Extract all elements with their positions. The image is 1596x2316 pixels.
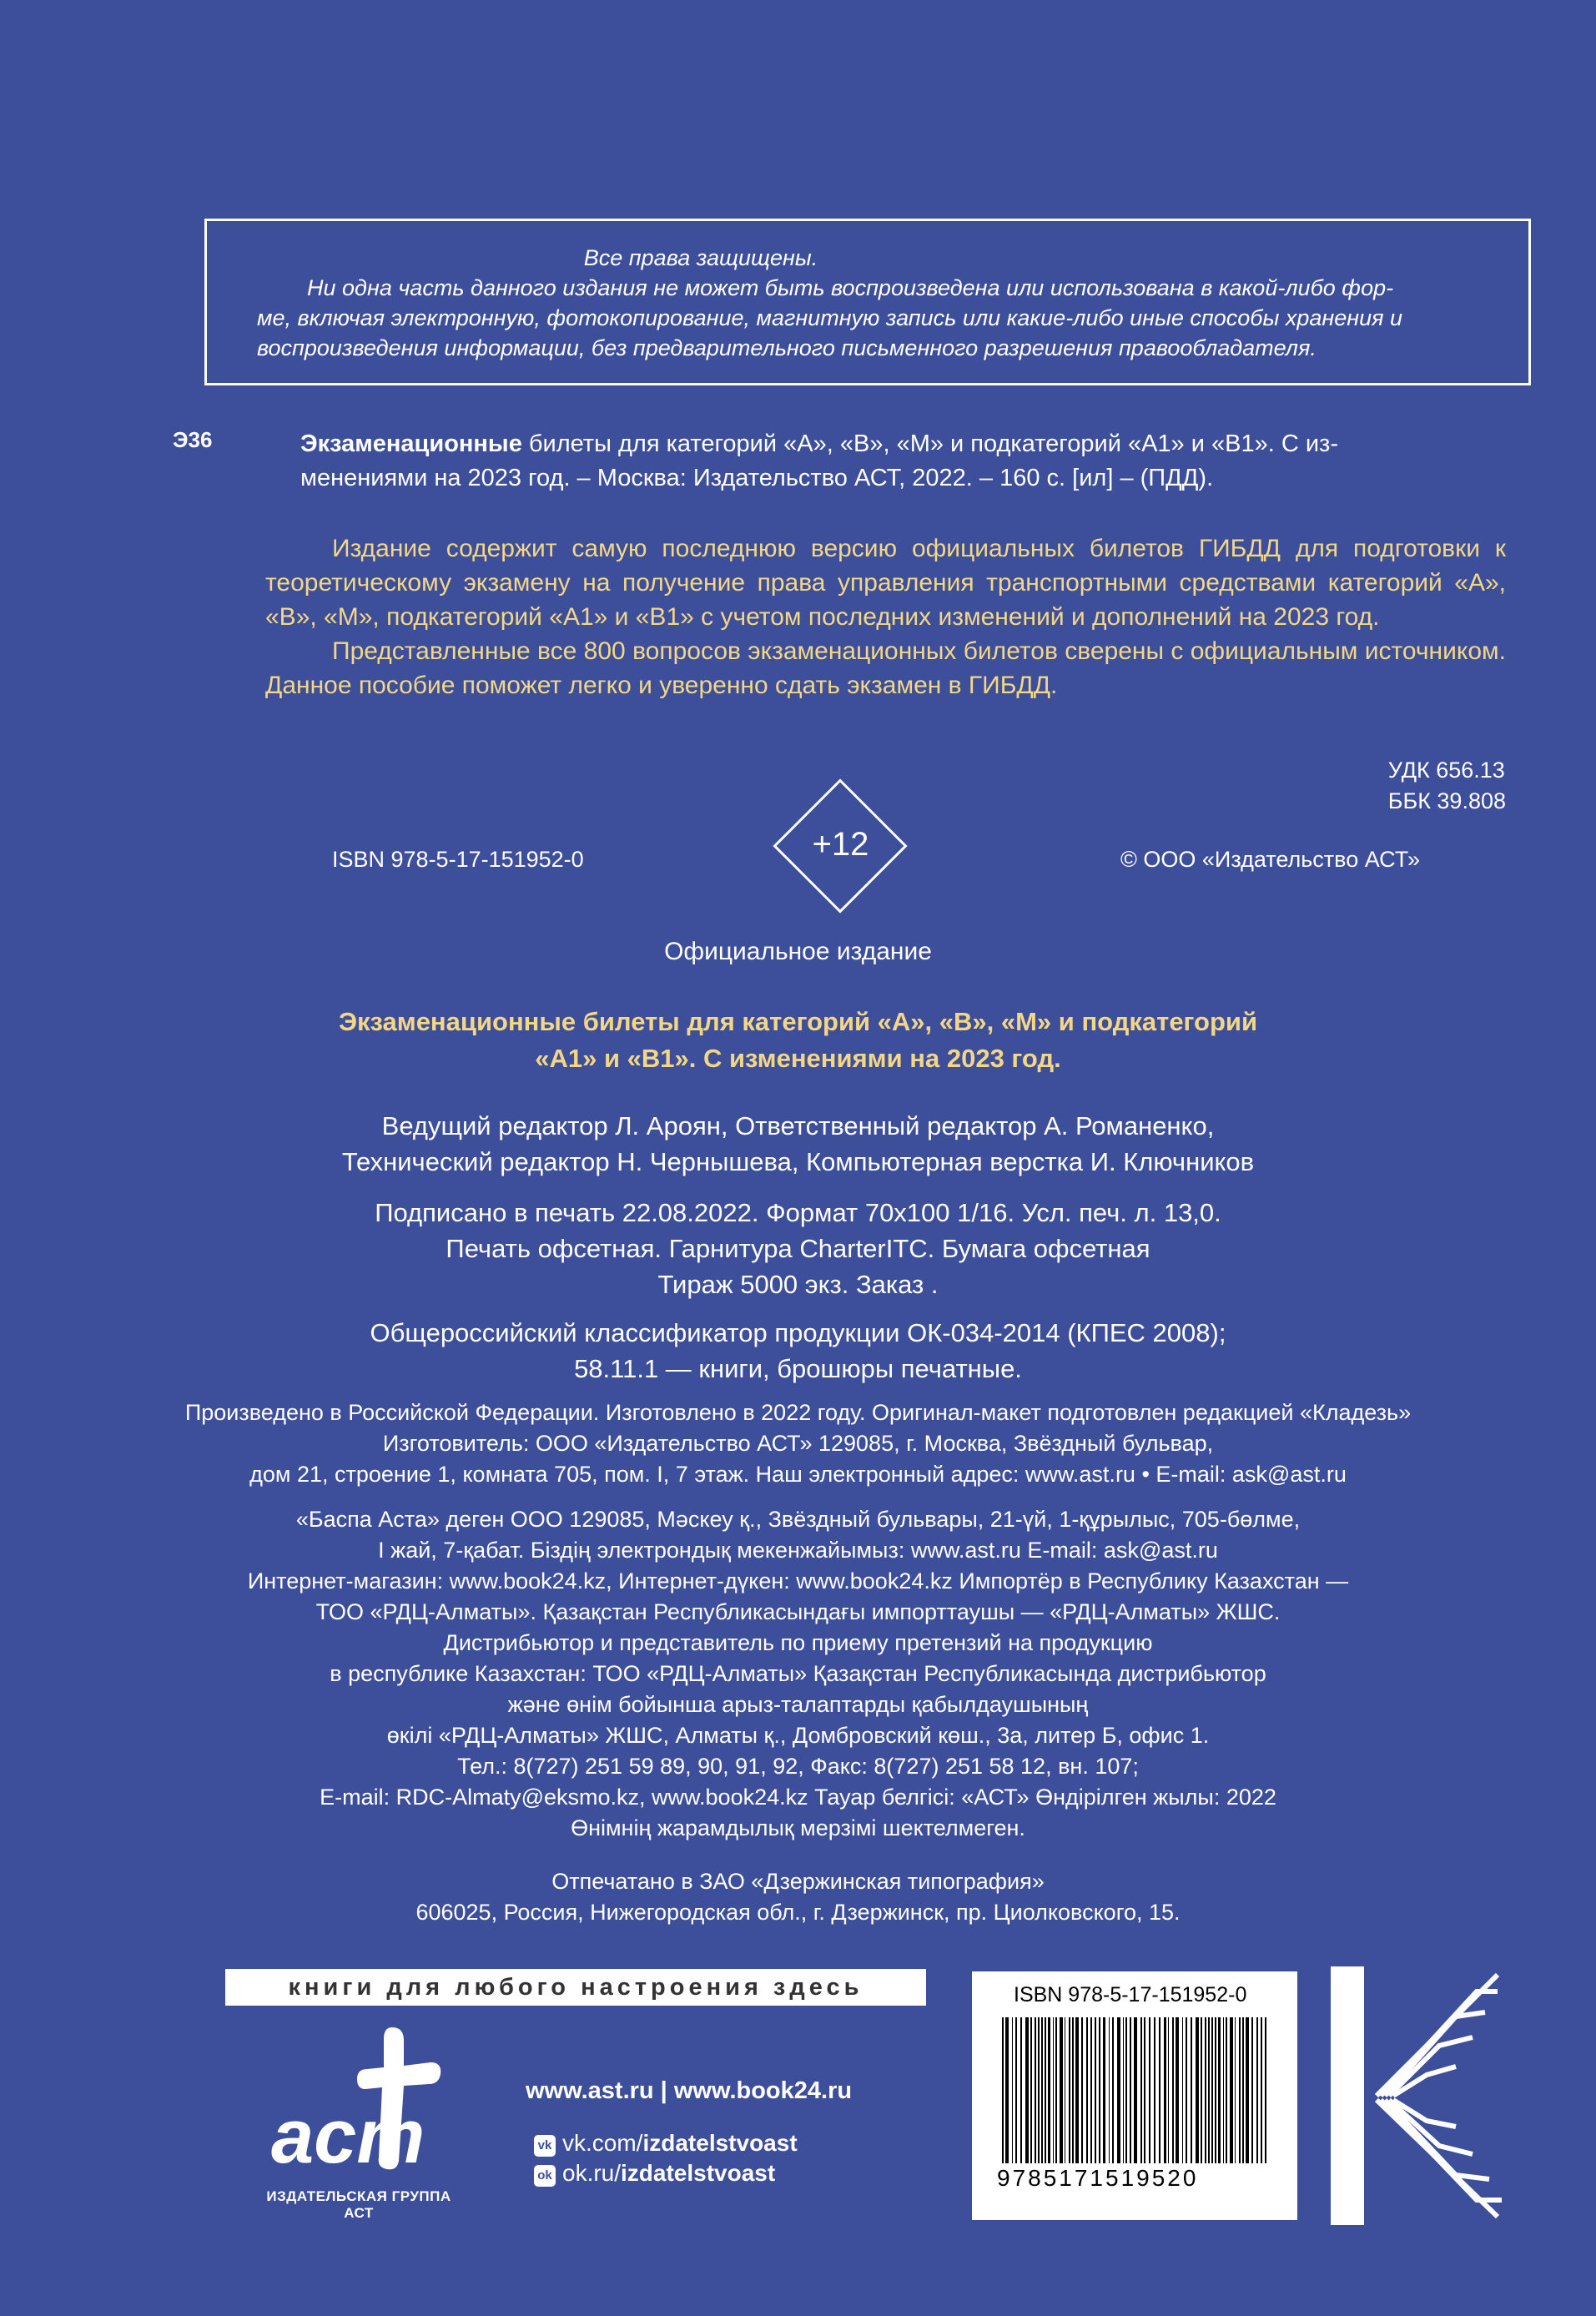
barcode-bar (1196, 2017, 1199, 2163)
barcode-bar (1130, 2017, 1131, 2163)
ok-icon: ok (534, 2165, 556, 2187)
udk-code: УДК 656.13 (1387, 758, 1505, 783)
barcode-bar (1235, 2017, 1236, 2163)
barcode-bar (1103, 2017, 1105, 2163)
barcode-bar (1215, 2017, 1216, 2163)
barcode-bar (1172, 2017, 1174, 2163)
barcode-bar (1239, 2017, 1241, 2163)
vk-handle: izdatelstvoast (642, 2130, 798, 2156)
vk-icon: vk (534, 2135, 556, 2157)
barcode-bar (1025, 2017, 1029, 2163)
vk-link[interactable] (534, 2130, 798, 2157)
barcode-bar (1041, 2017, 1043, 2163)
rights-text: Ни одна часть данного издания не может быть воспроизведена или использована в какой-либо фор- (307, 275, 1394, 300)
rights-text: воспроизведения информации, без предварительного письменного разрешения правообладателя. (257, 335, 1317, 360)
open-book-icon (1377, 1975, 1502, 2217)
barcode-bar (1218, 2017, 1221, 2163)
kladez-book-logo (1331, 1966, 1510, 2225)
barcode-bar (1117, 2017, 1120, 2163)
classification-codes (1388, 755, 1506, 817)
print-details: Подписано в печать 22.08.2022. Формат 70x100 1/16. Усл. печ. л. 13,0. Печать офсетная. Гарнитура CharterITC. Бумага офсетная Тираж 5000 экз. Заказ . (375, 1198, 1221, 1299)
isbn: ISBN 978-5-17-151952-0 (332, 847, 584, 872)
barcode-bar (1123, 2017, 1124, 2163)
annotation-paragraph: Представленные все 800 вопросов экзаменационных билетов сверены с официальным источником. Данное пособие поможет легко и уверенно сдать экзамен в ГИБДД. (265, 637, 1506, 699)
annotation (265, 531, 1506, 702)
biblio-line: билеты для категорий «А», «В», «М» и подкатегорий «А1» и «В1». С из- (521, 430, 1338, 457)
rights-notice (204, 219, 1531, 385)
barcode-bar (1149, 2017, 1150, 2163)
ok-prefix: ok.ru/ (562, 2160, 622, 2186)
manufacturer-info: Произведено в Российской Федерации. Изготовлено в 2022 году. Оригинал-макет подготовлен редакцией «Кладезь» Изготовитель: ООО «Издательство АСТ» 129085, г. Москва, Звёздный бульвар, дом 21, строение 1, комната 705, пом. I, 7 этаж. Наш электронный адрес: www.ast.ru • E-mail: ask@ast.ru (184, 1400, 1412, 1487)
barcode-bar (1045, 2017, 1046, 2163)
barcode-bar (1154, 2017, 1155, 2163)
barcode-bar (1182, 2017, 1183, 2163)
barcode-bar (1075, 2017, 1079, 2163)
printer-info: Отпечатано в ЗАО «Дзержинская типография» 606025, Россия, Нижегородская обл., г. Дзержинск, пр. Циолковского, 15. (415, 1869, 1181, 1925)
age-rating: +12 (812, 826, 869, 863)
product-classifier: Общероссийский классификатор продукции ОК-034-2014 (КПЕС 2008); 58.11.1 — книги, брошюры печатные. (370, 1318, 1226, 1383)
barcode-bar (1002, 2017, 1004, 2163)
barcode-bars (1002, 2017, 1269, 2163)
barcode-bar (1125, 2017, 1127, 2163)
editors-credits: Ведущий редактор Л. Ароян, Ответственный редактор А. Романенко, Технический редактор Н. Чернышева, Компьютерная верстка И. Ключников (341, 1111, 1255, 1176)
website-links[interactable]: www.ast.ru | www.book24.ru (526, 2077, 853, 2104)
barcode-bar (1015, 2017, 1017, 2163)
barcode-bar (1134, 2017, 1137, 2163)
barcode-bar (1242, 2017, 1244, 2163)
ast-logo (267, 2019, 451, 2178)
barcode-bar (1256, 2017, 1258, 2163)
barcode-bar (1230, 2017, 1233, 2163)
rights-title: Все права защищены. (583, 245, 818, 270)
barcode-bar (1099, 2017, 1100, 2163)
barcode-bar (1186, 2017, 1187, 2163)
barcode-bar (1261, 2017, 1262, 2163)
barcode-bar (1201, 2017, 1202, 2163)
barcode-bar (1086, 2017, 1088, 2163)
edition-title: Экзаменационные билеты для категорий «А», «В», «М» и подкатегорий «А1» и «В1». С изменениями на 2023 год. (338, 1007, 1258, 1073)
barcode-bar (1090, 2017, 1092, 2163)
barcode-bar (1251, 2017, 1253, 2163)
barcode-bar (1112, 2017, 1114, 2163)
barcode-bar (1055, 2017, 1057, 2163)
barcode-bar (1226, 2017, 1227, 2163)
barcode-bar (1191, 2017, 1192, 2163)
barcode-bar (1144, 2017, 1145, 2163)
barcode-bar (1053, 2017, 1054, 2163)
ok-handle: izdatelstvoast (621, 2160, 776, 2186)
barcode-bar (1005, 2017, 1009, 2163)
barcode-bar (1072, 2017, 1074, 2163)
barcode-bar (1060, 2017, 1063, 2163)
barcode-bar (1223, 2017, 1224, 2163)
barcode-bar (1176, 2017, 1179, 2163)
barcode-bar (1012, 2017, 1013, 2163)
barcode-bar (1205, 2017, 1206, 2163)
kladez-logo-bar-icon (1331, 1966, 1364, 2225)
barcode-bar (1168, 2017, 1169, 2163)
barcode-bar (1140, 2017, 1142, 2163)
barcode-bar (1265, 2017, 1266, 2163)
barcode-bar (1030, 2017, 1032, 2163)
barcode-bar (1246, 2017, 1249, 2163)
barcode-bar (1035, 2017, 1036, 2163)
barcode-bar (1208, 2017, 1210, 2163)
annotation-paragraph: Издание содержит самую последнюю версию официальных билетов ГИБДД для подготовки к теоретическому экзамену на получение права управления транспортными средствами категорий «А», «В», «М», подкатегорий «А1» и «В1» с учетом последних изменений и дополнений на 2023 год. (265, 535, 1506, 631)
official-edition-label: Официальное издание (664, 938, 932, 965)
kazakhstan-info: «Баспа Аста» деген ООО 129085, Мәскеу қ., Звёздный бульвары, 21-үй, 1-құрылыс, 705-бөлме, I жай, 7-қабат. Біздің электрондық мекенжайымыз: www.ast.ru E-mail: ask@ast.ru Интернет-магазин: www.book24.kz, Интернет-дүкен: www.book24.kz Импортёр в Республику Казахстан — ТОО «РДЦ-Алматы». Қазақстан Республикасындағы импорттаушы — «РДЦ-Алматы» ЖШС. Дистрибьютор и представитель по приему претензий на продукцию в республике Казахстан: ТОО «РДЦ-Алматы» Қазақстан Республикасында дистрибьютор және өнім бойынша арыз-талаптарды қабылдаушының өкілі «РДЦ-Алматы» ЖШС, Алматы қ., Домбровский көш., 3а, литер Б, офис 1. Тел.: 8(727) 251 59 89, 90, 91, 92, Факс: 8(727) 251 58 12, вн. 107; E-mail: RDC-Almaty@eksmo.kz, www.book24.kz Тауар белгісі: «АСТ» Өндірілген жылы: 2022 Өнімнің жарамдылық мерзімі шектелмеген. (247, 1507, 1349, 1840)
slogan-banner: книги для любого настроения здесь (225, 1969, 926, 2006)
barcode-isbn: ISBN 978-5-17-151952-0 (1014, 1983, 1247, 2006)
barcode-digits: 9785171519520 (997, 2165, 1199, 2191)
barcode-bar (1095, 2017, 1096, 2163)
rights-text: ме, включая электронную, фотокопирование, магнитную запись или какие-либо иные способы хранения и (257, 305, 1403, 330)
barcode-bar (1159, 2017, 1160, 2163)
bibliographic-record (300, 427, 1506, 496)
copyright: © ООО «Издательство АСТ» (1120, 847, 1421, 872)
barcode-bar (1164, 2017, 1166, 2163)
logo-caption: ИЗДАТЕЛЬСКАЯ ГРУППА АСТ (266, 2188, 451, 2221)
barcode-bar (1081, 2017, 1083, 2163)
biblio-line: менениями на 2023 год. – Москва: Издательство АСТ, 2022. – 160 с. [ил] – (ПДД). (300, 465, 1214, 491)
vk-prefix: vk.com/ (562, 2130, 643, 2156)
barcode-bar (1038, 2017, 1040, 2163)
barcode-bar (1020, 2017, 1022, 2163)
ok-link[interactable] (534, 2160, 775, 2187)
biblio-title-bold: Экзаменационные (300, 430, 522, 457)
ast-logo-text: аст (271, 2094, 425, 2178)
barcode-bar (1109, 2017, 1110, 2163)
barcode-bar (1048, 2017, 1050, 2163)
biblio-code: Э36 (173, 427, 213, 452)
bbk-code: ББК 39.808 (1387, 788, 1506, 813)
barcode (972, 1971, 1297, 2220)
barcode-bar (1069, 2017, 1070, 2163)
barcode-bar (1211, 2017, 1213, 2163)
